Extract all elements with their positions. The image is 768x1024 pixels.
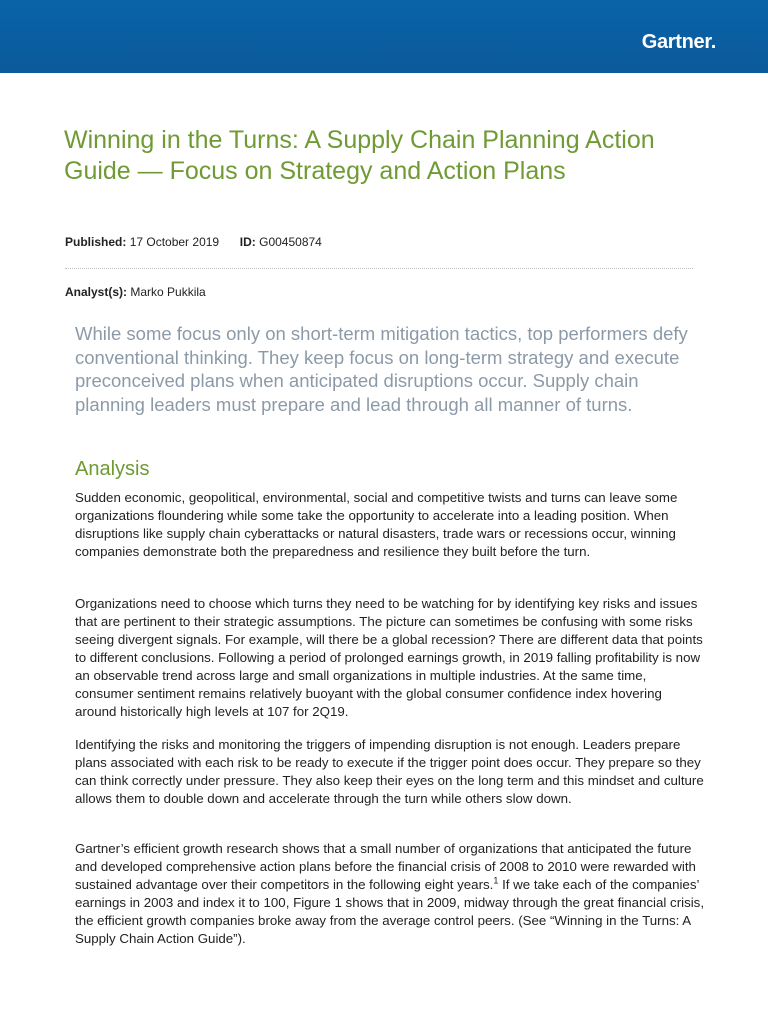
body-paragraph-4 [75,840,705,948]
footnote-ref[interactable]: 1 [493,875,499,886]
gartner-logo: Gartner. [641,31,716,53]
analyst-line [65,285,206,299]
document-title: Winning in the Turns: A Supply Chain Planning Action Guide — Focus on Strategy and Action Plans [64,126,655,185]
header-bar [0,0,768,73]
summary-text: While some focus only on short-term mitigation tactics, top performers defy conventional thinking. They keep focus on long-term strategy and execute preconceived plans when anticipated disruptions occur. Supply chain planning leaders must prepare and lead through all manner of turns. [75,323,688,415]
publication-meta [65,235,322,249]
document-id: G00450874 [259,235,322,249]
published-label: Published: [65,235,127,249]
body-paragraph-2: Organizations need to choose which turns they need to be watching for by identifying key risks and issues that are pertinent to their strategic assumptions. The picture can sometimes be confusing with some risks seeing divergent signals. For example, will there be a global recession? There are different data that points to different conclusions. Following a period of prolonged earnings growth, in 2019 falling profitability is now an observable trend across large and small organizations in multiple industries. At the same time, consumer sentiment remains relatively buoyant with the global consumer confidence index hovering around historically high levels at 107 for 2Q19. [75,596,703,719]
body-paragraph-4-part-1: Gartner’s efficient growth research shows that a small number of organizations that anticipated the future and developed comprehensive action plans before the financial crisis of 2008 to 2010 were rewarded with sustained advantage over their competitors in the following eight years. [75,841,696,892]
published-date: 17 October 2019 [129,235,220,249]
body-paragraph-1: Sudden economic, geopolitical, environmental, social and competitive twists and turns can leave some organizations floundering while some take the opportunity to accelerate into a leading position. When disruptions like supply chain cyberattacks or natural disasters, trade wars or recessions occur, winning companies demonstrate both the preparedness and resilience they built before the turn. [75,490,678,559]
section-heading-analysis: Analysis [75,458,150,480]
id-label: ID: [239,235,256,249]
analyst-name: Marko Pukkila [130,285,206,299]
body-paragraph-3: Identifying the risks and monitoring the triggers of impending disruption is not enough. Leaders prepare plans associated with each risk to be ready to execute if the trigger point does occur. They prepare so they can think correctly under pressure. They also keep their eyes on the long term and this mindset and culture allows them to double down and accelerate through the turn while others slow down. [75,737,704,806]
body-paragraph-4-part-2: If we take each of the companies’ earnings in 2003 and index it to 100, Figure 1 shows that in 2009, midway through the great financial crisis, the efficient growth companies broke away from the average control peers. (See “Winning in the Turns: A Supply Chain Action Guide”). [75,877,705,946]
meta-divider [65,268,693,269]
analyst-label: Analyst(s): [65,285,128,299]
